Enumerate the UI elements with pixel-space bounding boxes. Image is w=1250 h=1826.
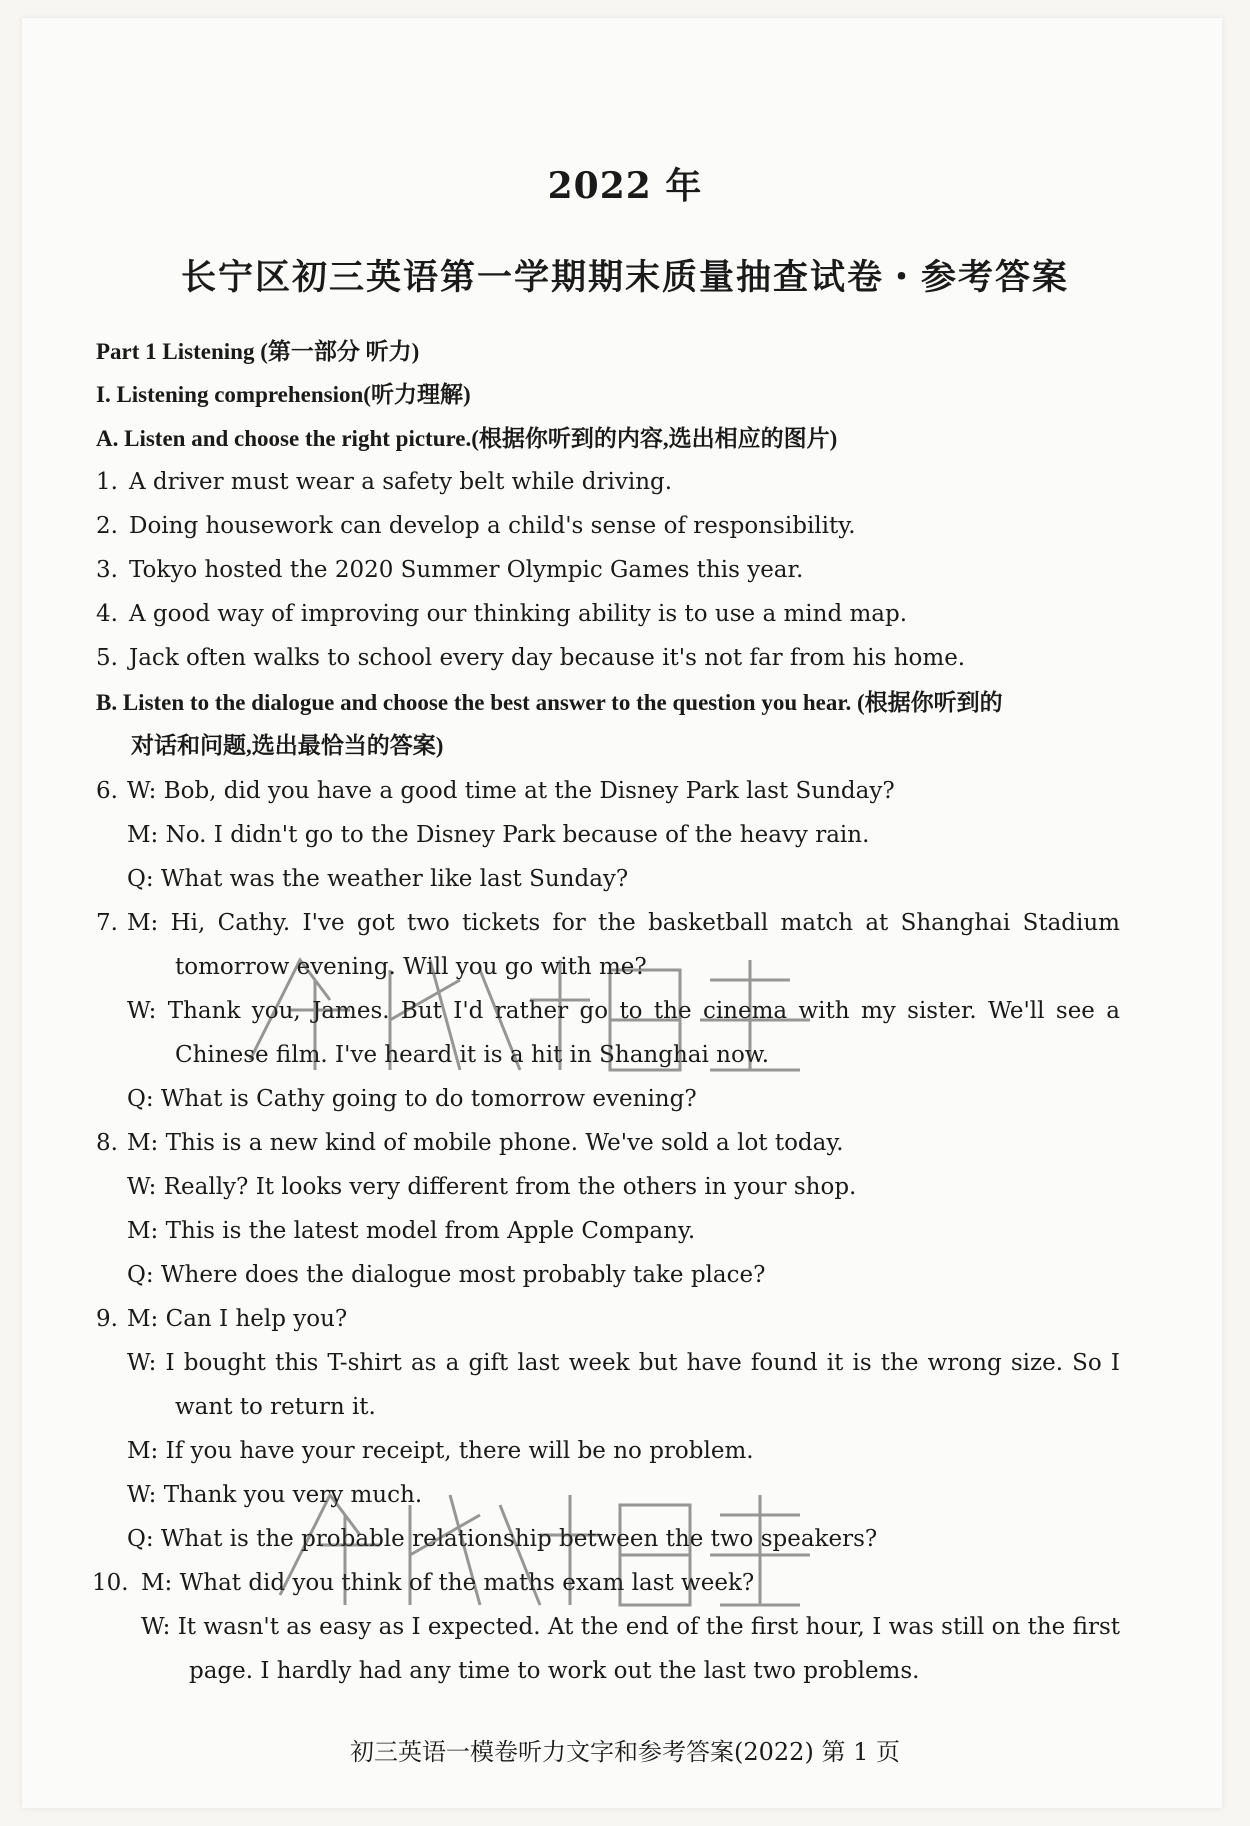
dialogue-text: W: I bought this T-shirt as a gift last week but have found it is the wrong size. So I [127, 1350, 1120, 1376]
watermark-stamp-icon [230, 940, 830, 1090]
item-number: 3. [96, 557, 118, 583]
item-text: Doing housework can develop a child's sense of responsibility. [129, 513, 856, 539]
watermark-stamp-icon [260, 1475, 820, 1625]
item-text: Jack often walks to school every day because it's not far from his home. [129, 645, 966, 671]
item-text: A good way of improving our thinking ability is to use a mind map. [129, 601, 908, 627]
item-number: 1. [96, 469, 118, 495]
dialogue-text: W: Bob, did you have a good time at the Disney Park last Sunday? [127, 778, 895, 804]
dialogue-text: W: Thank you very much. [127, 1482, 423, 1508]
dialogue-text: want to return it. [175, 1394, 376, 1420]
document-year: 2022 年 [547, 165, 703, 207]
section1-heading: I. Listening comprehension(听力理解) [96, 382, 471, 407]
part1-heading: Part 1 Listening (第一部分 听力) [96, 339, 420, 364]
dialogue-question: Q: What is the probable relationship between the two speakers? [127, 1526, 878, 1552]
dialogue-question: Q: Where does the dialogue most probably take place? [127, 1262, 766, 1288]
item-number: 8. [96, 1130, 118, 1156]
dialogue-text: M: If you have your receipt, there will be no problem. [127, 1438, 754, 1464]
dialogue-question: Q: What is Cathy going to do tomorrow evening? [127, 1086, 697, 1112]
dialogue-text: W: It wasn't as easy as I expected. At the end of the first hour, I was still on the first [141, 1614, 1120, 1640]
dialogue-text: page. I hardly had any time to work out the last two problems. [189, 1658, 920, 1684]
dialogue-text: M: No. I didn't go to the Disney Park because of the heavy rain. [127, 822, 870, 848]
item-number: 5. [96, 645, 118, 671]
dialogue-text: W: Thank you, James. But I'd rather go to the cinema with my sister. We'll see a [127, 998, 1120, 1024]
item-number: 7. [96, 910, 118, 936]
document-title: 长宁区初三英语第一学期期末质量抽查试卷・参考答案 [180, 257, 1069, 298]
sectionB-heading-cont: 对话和问题,选出最恰当的答案) [131, 733, 444, 758]
dialogue-text: W: Really? It looks very different from the others in your shop. [127, 1174, 857, 1200]
dialogue-text: M: Can I help you? [127, 1306, 348, 1332]
dialogue-question: Q: What was the weather like last Sunday? [127, 866, 629, 892]
dialogue-text: M: This is a new kind of mobile phone. We've sold a lot today. [127, 1130, 844, 1156]
dialogue-text: M: This is the latest model from Apple Company. [127, 1218, 696, 1244]
item-text: A driver must wear a safety belt while driving. [129, 469, 673, 495]
dialogue-text: M: Hi, Cathy. I've got two tickets for the basketball match at Shanghai Stadium [127, 910, 1120, 936]
sectionB-heading: B. Listen to the dialogue and choose the best answer to the question you hear. (根据你听到的 [96, 690, 1003, 715]
item-text: Tokyo hosted the 2020 Summer Olympic Games this year. [129, 557, 804, 583]
dialogue-text: Chinese film. I've heard it is a hit in Shanghai now. [175, 1042, 770, 1068]
dialogue-text: tomorrow evening. Will you go with me? [175, 954, 647, 980]
page-footer: 初三英语一模卷听力文字和参考答案(2022) 第 1 页 [350, 1738, 900, 1766]
item-number: 9. [96, 1306, 118, 1332]
dialogue-text: M: What did you think of the maths exam last week? [141, 1570, 755, 1596]
item-number: 2. [96, 513, 118, 539]
item-number: 4. [96, 601, 118, 627]
sectionA-heading: A. Listen and choose the right picture.(根据你听到的内容,选出相应的图片) [96, 426, 838, 451]
item-number: 6. [96, 778, 118, 804]
item-number: 10. [92, 1570, 129, 1596]
